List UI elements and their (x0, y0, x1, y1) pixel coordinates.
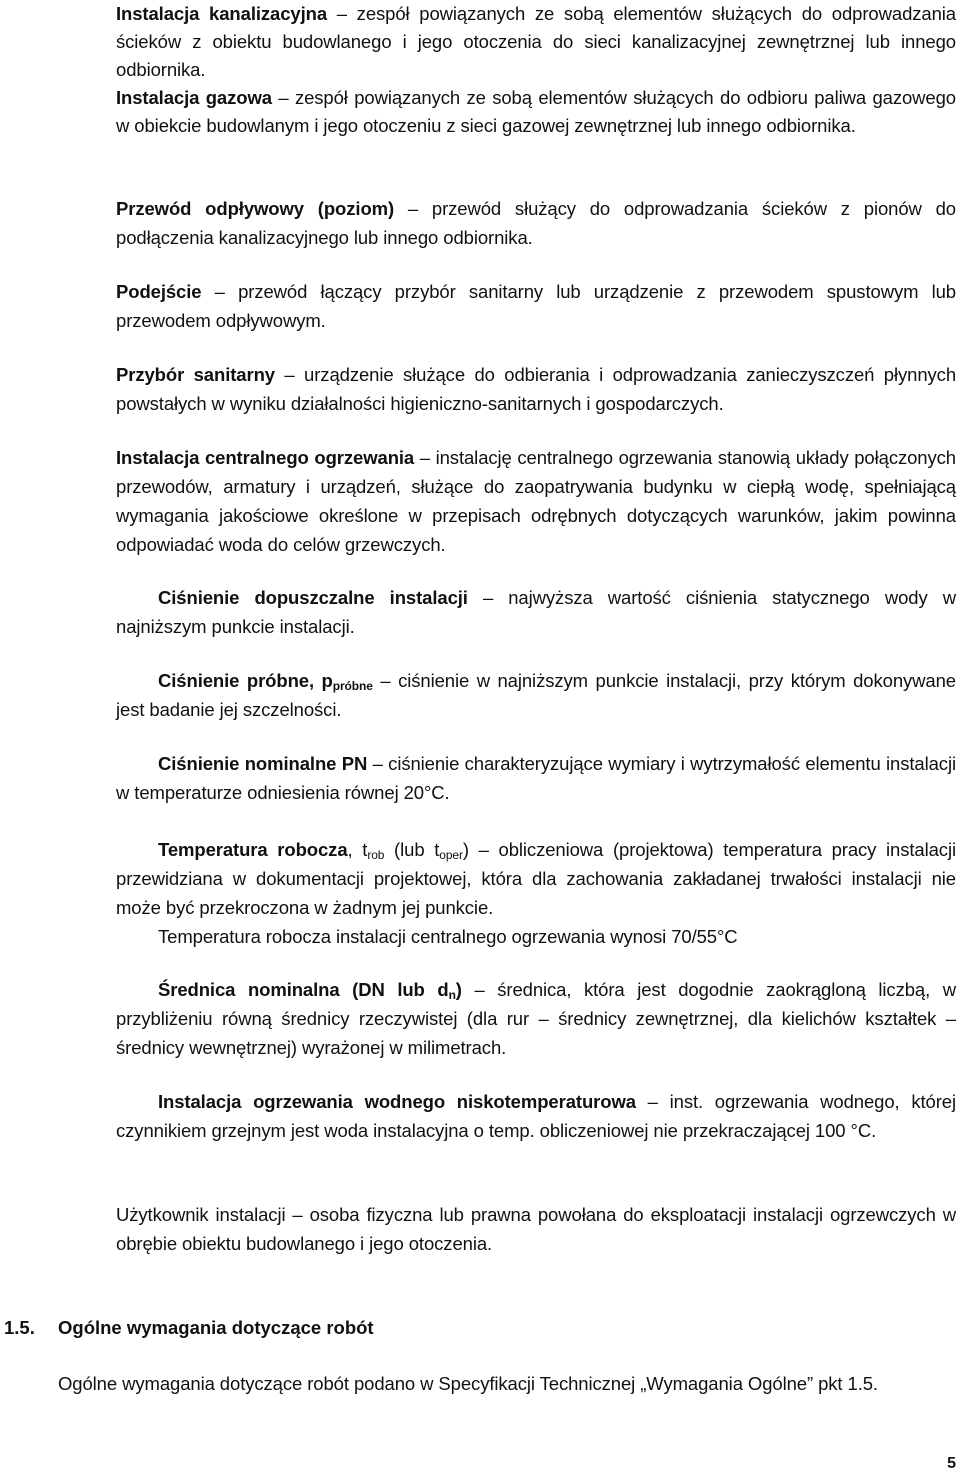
definition-term: Instalacja centralnego ogrzewania (116, 447, 415, 468)
definition-text: – ciśnienie w najniższym punkcie instalacji, przy którym dokonywane jest badanie jej szczelności. (116, 670, 957, 720)
definition-cisnienie-nominalne (116, 749, 956, 807)
definition-term: Podejście (116, 281, 202, 302)
definition-term: Temperatura robocza (158, 839, 348, 860)
definition-text: – przewód służący do odprowadzania ścieków z pionów do podłączenia kanalizacyjnego lub innego odbiornika. (116, 198, 956, 248)
definition-instalacja-niskotemperaturowa (116, 1087, 956, 1145)
section-body: Ogólne wymagania dotyczące robót podano w Specyfikacji Technicznej „Wymagania Ogólne” pkt 1.5. (58, 1373, 878, 1394)
subscript: rob (367, 848, 385, 862)
definition-podejscie (116, 277, 956, 335)
definition-instalacja-co (116, 443, 956, 559)
definition-instalacja-kanalizacyjna (116, 0, 956, 84)
subscript: próbne (332, 679, 373, 693)
definition-text: – najwyższa wartość ciśnienia statycznego wody w najniższym punkcie instalacji. (116, 587, 957, 637)
definition-term: Przewód odpływowy (poziom) (116, 198, 395, 219)
definition-text: ) – obliczeniowa (projektowa) temperatura pracy instalacji przewidziana w dokumentacji projektowej, która dla zachowania zakładanej trwałości instalacji nie może być przekroczona w żadnym jej punkcie. (116, 839, 956, 918)
definition-term: Ciśnienie dopuszczalne instalacji (158, 587, 468, 608)
definition-text: – urządzenie służące do odbierania i odprowadzania zanieczyszczeń płynnych powstałych w wyniku działalności higieniczno-sanitarnych i gospodarczych. (116, 364, 957, 414)
definition-term: Przybór sanitarny (116, 364, 275, 385)
definition-temperatura-robocza: Temperatura robocza, $t_{rob}$ (lub $t_{oper}$) – obliczeniowa (projektowa) temperatura pracy instalacji przewidziana w dokumentacji projektowej, która dla zachowania zakładanej trwałości instalacji nie może być przekroczona w żadnym jej punkcie. Temperatura robocza instalacji centralnego ogrzewania wynosi 70/55°C (116, 839, 956, 947)
definition-term: Średnica nominalna (DN lub $d_n$) (158, 979, 462, 1002)
definition-przybor-sanitarny (116, 360, 956, 418)
definition-term: Ciśnienie nominalne PN (158, 753, 368, 774)
subscript: oper (439, 848, 463, 862)
definition-text: – instalację centralnego ogrzewania stanowią układy połączonych przewodów, armatury i urządzeń, służące do zaopatrywania budynku w ciepłą wodę, spełniającą wymagania jakościowe określone w przepisach odrębnych dotyczących warunków, jakim powinna odpowiadać woda do celów grzewczych. (116, 447, 956, 555)
definition-text: – zespół powiązanych ze sobą elementów służących do odbioru paliwa gazowego w obiekcie budowlanym i jego otoczeniu z sieci gazowej zewnętrznej lub innego odbiornika. (116, 87, 956, 136)
subscript: n (448, 988, 456, 1002)
definition-przewod-odplywowy (116, 194, 956, 252)
definition-cisnienie-dopuszczalne (116, 583, 956, 641)
section-title: Ogólne wymagania dotyczące robót (58, 1317, 374, 1338)
temperature-note: Temperatura robocza instalacji centralnego ogrzewania wynosi 70/55°C (158, 926, 738, 947)
definition-text: – przewód łączący przybór sanitarny lub urządzenie z przewodem spustowym lub przewodem odpływowym. (116, 281, 956, 331)
definition-term: Instalacja ogrzewania wodnego niskotemperaturowa (158, 1091, 636, 1112)
definition-text: – zespół powiązanych ze sobą elementów służących do odprowadzania ścieków z obiektu budowlanego i jego otoczenia do sieci kanalizacyjnej zewnętrznej lub innego odbiornika. (116, 3, 956, 80)
definition-term: Instalacja kanalizacyjna (116, 3, 328, 24)
definition-text: – inst. ogrzewania wodnego, której czynnikiem grzejnym jest woda instalacyjna o temp. obliczeniowej nie przekraczającej 100 °C. (116, 1091, 956, 1141)
definition-srednica-nominalna (116, 975, 956, 1062)
definition-term: Instalacja gazowa (116, 87, 272, 108)
definition-text: – ciśnienie charakteryzujące wymiary i wytrzymałość elementu instalacji w temperaturze odniesienia równej 20°C. (116, 753, 956, 803)
definition-text: – średnica, która jest dogodnie zaokrągloną liczbą, w przybliżeniu równą średnicy rzeczywistej (dla rur – średnicy zewnętrznej, dla kielichów kształtek – średnicy wewnętrznej) wyrażonej w milimetrach. (116, 979, 957, 1058)
definition-instalacja-gazowa (116, 84, 956, 140)
page-number: 5 (947, 1455, 956, 1472)
definition-text: Użytkownik instalacji – osoba fizyczna lub prawna powołana do eksploatacji instalacji ogrzewczych w obrębie obiektu budowlanego i jego otoczenia. (116, 1204, 956, 1254)
section-number: 1.5. (4, 1317, 35, 1338)
definition-term: Ciśnienie próbne, $p_{próbne}$ (158, 670, 373, 693)
definition-uzytkownik-instalacji (116, 1200, 956, 1258)
definition-cisnienie-probne (116, 666, 956, 724)
